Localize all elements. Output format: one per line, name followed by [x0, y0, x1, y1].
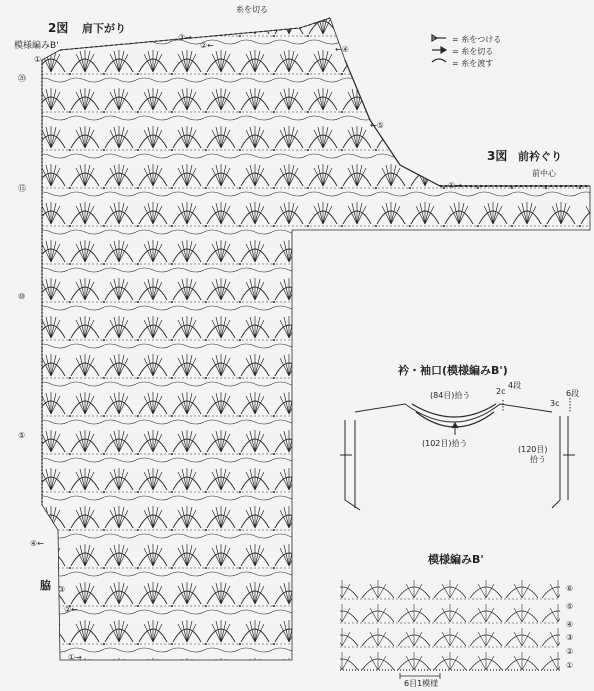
rows-collar: 4段 [508, 381, 522, 390]
pattern-b-repeat: 6目1模様 [404, 679, 439, 688]
legend-attach: = 糸をつける [452, 35, 502, 44]
fig3-title: 3図 [487, 149, 508, 163]
cut-note: 糸を切る [236, 5, 268, 14]
sleeve-count: (120目) [518, 445, 548, 454]
row-marker-right-1: ① [566, 661, 574, 670]
depth-collar: 2c [496, 387, 506, 396]
front-count: (102目)拾う [422, 439, 468, 448]
row-marker-right-3: ③ [566, 633, 574, 642]
depth-sleeve: 3c [550, 399, 560, 408]
svg-text:←⑤: ←⑤ [370, 121, 384, 130]
sweater-schematic [340, 398, 575, 510]
row-marker-right-5: ⑤ [566, 602, 574, 611]
rows-sleeve: 6段 [566, 389, 580, 398]
row-marker-left-1: ① [34, 55, 42, 64]
svg-text:④←: ④← [30, 539, 44, 548]
row-marker-left-20: ⑳ [18, 74, 26, 83]
pattern-b-title: 模様編みB' [428, 553, 484, 566]
legend-cut: = 糸を切る [452, 47, 494, 56]
fig2-subtitle: 肩下がり [82, 22, 126, 35]
svg-text:③→: ③→ [178, 33, 192, 42]
svg-text:②←: ②← [64, 605, 78, 614]
row-marker-right-6: ⑥ [566, 584, 574, 593]
row-marker-right-2: ② [566, 647, 574, 656]
row-marker-left-5: ⑤ [18, 431, 26, 440]
svg-text:①→: ①→ [68, 653, 82, 662]
sleeve-pick: 拾う [530, 455, 546, 464]
row-marker-left-15: ⑮ [18, 184, 26, 193]
legend-carry: = 糸を渡す [452, 59, 494, 68]
back-count: (84目)拾う [430, 391, 471, 400]
svg-text:←④: ←④ [335, 45, 349, 54]
legend-symbols [432, 35, 446, 62]
svg-text:③: ③ [58, 585, 66, 594]
svg-text:①→: ①→ [448, 181, 462, 190]
fig2-title: 2図 [48, 21, 69, 35]
pattern-b-swatch [340, 580, 560, 679]
row-marker-left-10: ⑩ [18, 292, 26, 301]
front-center-label: 前中心 [532, 169, 556, 178]
collar-title: 衿・袖口(模様編みB') [398, 364, 508, 377]
side-label: 脇 [40, 579, 51, 592]
fig3-subtitle: 前衿ぐり [518, 150, 562, 163]
row-marker-right-4: ④ [566, 620, 574, 629]
body-chart [42, 18, 590, 660]
fig2-pattern-label: 模様編みB' [14, 41, 59, 51]
svg-text:②←: ②← [200, 41, 214, 50]
